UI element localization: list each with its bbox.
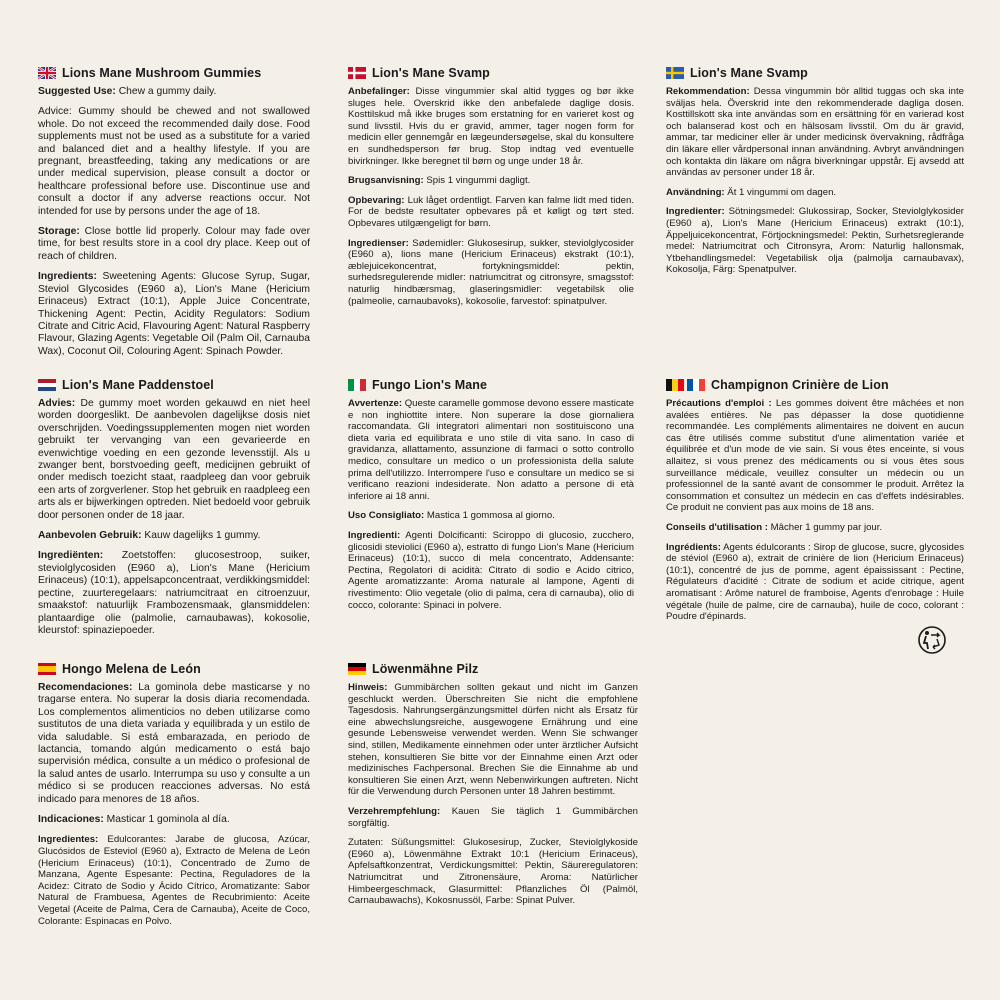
section-title: Lion's Mane Svamp — [690, 66, 808, 80]
section-header — [348, 378, 634, 392]
netherlands-flag-icon — [38, 379, 56, 391]
label: Uso Consigliato: — [348, 510, 425, 522]
text: Mâcher 1 gummy par jour. — [767, 521, 883, 533]
section-german — [348, 662, 638, 915]
uk-flag-icon — [38, 67, 56, 79]
label: Précautions d'emploi : — [666, 398, 772, 409]
text: Les gommes doivent être mâchées et non avalées entières. Ne pas dépasser la dose quotidienne recommandée. Les compléments alimentaires ne doivent en aucun cas être utilisés comme substitut d'une alimentation variée et équilibrée et d'un mode de vie sain. Si vous êtes enceinte, si vous allaitez, si vous prenez des médicaments ou si vous êtes sous surveillance médicale, veuillez consulter un médecin ou un professionnel de la santé avant de consommer le produit. Arrêtez la consommation et consultez un médecin en cas d'effets indésirables. Ce produit ne convient pas aux moins de 18 ans. — [666, 398, 964, 514]
section-header — [38, 378, 310, 392]
text: Queste caramelle gommose devono essere masticate e non inghiottite intere. Non superare la dose giornaliera raccomandata. Gli integratori alimentari non sostituiscono una dieta varia ed equilibrata e uno stile di vita sano. In caso di gravidanza, allattamento, assunzione di farmaci o sotto controllo medico, consultare un medico o un professionista della salute prima dell'utilizzo. Interrompere l'uso e consultare un medico se si verificano reazioni indesiderate. Non adatto a persone di età inferiore ai 18 anni. — [348, 398, 634, 502]
section-french — [666, 378, 964, 631]
text: Spis 1 vingummi dagligt. — [423, 175, 531, 187]
section-header — [348, 66, 634, 80]
section-header — [348, 662, 638, 676]
flags-group — [666, 379, 705, 391]
text: Zoetstoffen: glucosestroop, suiker, steviolglycosiden (E960 a), Lion's Mane (Hericium Erinaceus) (10:1), appelsapconcentraat, verdikkingsmiddel: pectine, zuurteregelaars: natriumcitraat en citroenzuur, smaakstof: natuurlijk Frambozensmaak, glansmiddelen: plantaardige olie (palmolie, carnaubawas), kokosolie, kleurstof: spinaziepoeder. — [38, 550, 310, 636]
label: Ingredienser: — [348, 237, 409, 249]
section-spanish — [38, 662, 310, 935]
label: Ingredients: — [38, 271, 97, 283]
triman-recycling-icon — [917, 625, 947, 655]
label: Rekommendation: — [666, 86, 750, 97]
label: Ingredienter: — [666, 206, 725, 218]
text: Ät 1 vingummi om dagen. — [724, 186, 837, 198]
label: Aanbevolen Gebruik: — [38, 530, 142, 542]
ingredients-text: Zutaten: Süßungsmittel: Glukosesirup, Zucker, Steviolglykoside (E960 a), Löwenmähne Extrakt 10:1 (Hericium Erinaceus), Apfelsaftkonzentrat, Verdickungsmittel: Pektin, Säureregulatoren: Natriumcitrat und Zitronensäure, Aroma: Natürlicher Himbeergeschmack, Glasurmittel: Pflanzliches Öl (Palmöl, Carnaubawachs), Kokosnussöl, Farbe: Spinat Pulver. — [348, 837, 638, 907]
text: Edulcorantes: Jarabe de glucosa, Azúcar, Glucósidos de Esteviol (E960 a), Extracto de Melena de León (Hericium Erinaceus) (10:1), Concentrado de Zumo de Manzana, Agente Espesante: Pectina, Reguladores de la Acidez: Citrato de Sodio y Ácido Cítrico, Aromatizante: Sabor Natural de Frambuesa, Agentes de Recubrimiento: Aceite Vegetal (Aceite de Palma, Cera de Carnauba), Aceite de Coco, Colorante: Espinacas en Polvo. — [38, 834, 310, 927]
section-title: Fungo Lion's Mane — [372, 378, 488, 392]
text: Gummibärchen sollten gekaut und nicht im Ganzen geschluckt werden. Überschreiten Sie nicht die empfohlene Tagesdosis. Nahrungsergänzungsmittel dürfen nicht als Ersatz für eine abwechslungsreiche, ausgewogene Ernährung und eine gesunde Lebensweise verwendet werden. Wenn Sie schwanger sind, stillen, Medikamente einnehmen oder unter ärztlicher Aufsicht stehen, konsultieren Sie bitte vor der Einnahme einen Arzt oder medizinisches Fachpersonal. Brechen Sie die Einnahme ab und konsultieren Sie einen Arzt, wenn Nebenwirkungen auftreten. Nicht für die Verwendung durch Personen unter 18 Jahren bestimmt. — [348, 682, 638, 798]
text: La gominola debe masticarse y no tragarse entera. No superar la dosis diaria recomendada. Los complementos alimenticios no deben utilizarse como sustitutos de una dieta variada y equilibrada y un estilo de vida saludable. Si está embarazada, en periodo de lactancia, tomando algún medicamento o está bajo supervisión médica, consulte a un médico o profesional de la salud antes de usarlo. Interrumpa su uso y consulte a un médico si se producen reacciones adversas. No está indicado para menores de 18 años. — [38, 682, 310, 805]
denmark-flag-icon — [348, 67, 366, 79]
label: Indicaciones: — [38, 814, 104, 826]
text: Kauw dagelijks 1 gummy. — [141, 530, 261, 542]
section-header — [666, 378, 964, 392]
label: Ingrédients: — [666, 541, 721, 553]
label: Storage: — [38, 226, 80, 238]
section-title: Lion's Mane Paddenstoel — [62, 378, 214, 392]
france-flag-icon — [687, 379, 705, 391]
section-title: Lion's Mane Svamp — [372, 66, 490, 80]
text: Masticar 1 gominola al día. — [103, 814, 230, 826]
label: Avvertenze: — [348, 398, 403, 409]
section-title: Lions Mane Mushroom Gummies — [62, 66, 262, 80]
spain-flag-icon — [38, 663, 56, 675]
text: Dessa vingummin bör alltid tuggas och ska inte sväljas hela. Överskrid inte den rekommenderade dagliga dosen. Kosttillskott ska inte användas som en ersättning för en varierad kost och balanserad kost och en hälsosam livsstil. Om du är gravid, ammar, tar mediciner eller är under medicinsk övervakning, rådfråga din läkare eller vårdpersonal innan användning. Avbryt användningen och kontakta din läkare om några biverkningar uppstår. Ej avsedd att användas av personer under 18 år. — [666, 86, 964, 179]
label: Ingredienti: — [348, 529, 401, 541]
text: Disse vingummier skal altid tygges og bør ikke sluges hele. Overskrid ikke den anbefalede daglige dosis. Kosttilskud må ikke bruges som erstatning for en varieret kost og sund livsstil. Hvis du er gravid, ammer, tager nogen form for medicin eller gennemgår en lægeundersøgelse, skal du konsultere en sundhedsperson før brug. Stop indtag ved eventuelle bivirkninger. Ikke beregnet til børn og unge under 18 år. — [348, 86, 634, 167]
label: Ingrediënten: — [38, 550, 104, 562]
section-danish — [348, 66, 634, 315]
label: Conseils d'utilisation : — [666, 521, 768, 533]
label: Suggested Use: — [38, 86, 116, 97]
text: Agents édulcorants : Sirop de glucose, sucre, glycosides de stéviol (E960 a), extrait de crinière de lion (Hericium Erinaceus) (10:1), concentré de jus de pomme, agent épaississant : Pectine, Régulateurs d'acidité : Citrate de sodium et acide citrique, agent aromatisant : Arôme naturel de framboise, Agents d'enrobage : Huile végétale (huile de palme, cire de carnauba), huile de coco, colorant : Poudre d'épinards. — [666, 541, 964, 623]
section-title: Hongo Melena de León — [62, 662, 201, 676]
text: Sødemidler: Glukosesirup, sukker, steviolglycosider (E960 a), lions mane (Hericium Erinaceus) ekstrakt (10:1), æblejuicekoncentrat, fortykningsmiddel: pektin, surhedsregulerende midler: natriumcitrat og citronsyre, smagsstof: naturlig hindbærsmag, glaseringsmidler: vegetabilsk olie (palmeolie, carnaubavoks), kokosolie, farvestof: spinatpulver. — [348, 237, 634, 307]
section-title: Champignon Crinière de Lion — [711, 378, 889, 392]
section-english — [38, 66, 310, 366]
label: Anbefalinger: — [348, 86, 410, 97]
label: Brugsanvisning: — [348, 175, 424, 187]
text: Chew a gummy daily. — [115, 86, 217, 97]
text: Sweetening Agents: Glucose Syrup, Sugar, Steviol Glycosides (E960 a), Lion's Mane (Hericium Erinaceus) Extract (10:1), Apple Juice Concentrate, Thickening Agent: Pectin, Acidity Regulators: Sodium Citrate and Citric Acid, Flavouring Agent: Natural Raspberry Flavour, Glazing Agents: Vegetable Oil (Palm Oil, Carnauba Wax), Coconut Oil, Colouring Agent: Spinach Powder. — [38, 271, 310, 357]
section-italian — [348, 378, 634, 619]
label: Hinweis: — [348, 682, 388, 693]
section-swedish — [666, 66, 964, 284]
text: Sötningsmedel: Glukossirap, Socker, Steviolglykosider (E960 a), Lion's Mane (Hericium Erinaceus) extrakt (10:1), Äppeljuicekoncentrat, Förtjockningsmedel: Pektin, Surhetsreglerande medel: Natriumcitrat och Citronsyra, Arom: Naturlig hallonsmak, Ytbehandlingsmedel: Vegetabilisk olja (palmolja carnaubavax), Kokosolja, Färg: Spenatpulver. — [666, 206, 964, 276]
text: Close bottle lid properly. Colour may fade over time, for best results store in a cool dry place. Keep out of reach of children. — [38, 226, 310, 262]
section-header — [38, 662, 310, 676]
text: Kauen Sie täglich 1 Gummibärchen sorgfältig. — [348, 805, 638, 829]
italy-flag-icon — [348, 379, 366, 391]
section-header — [38, 66, 310, 80]
advice-text: Advice: Gummy should be chewed and not swallowed whole. Do not exceed the recommended daily dose. Food supplements must not be used as a substitute for a varied and balanced diet and a healthy lifestyle. If you are pregnant, breastfeeding, taking any medications or are under medical supervision, please consult a doctor or healthcare professional before use. Discontinue use and consult a doctor if any adverse reactions occur. Not intended for use by persons under the age of 18. — [38, 106, 310, 217]
section-dutch — [38, 378, 310, 645]
text: Mastica 1 gommosa al giorno. — [424, 510, 555, 522]
sweden-flag-icon — [666, 67, 684, 79]
label: Opbevaring: — [348, 194, 405, 206]
section-header — [666, 66, 964, 80]
text: Luk låget ordentligt. Farven kan falme lidt med tiden. For de bedste resultater opbevares på et køligt og tørt sted. Opbevares utilgængeligt for børn. — [348, 194, 634, 229]
text: De gummy moet worden gekauwd en niet heel worden doorgeslikt. De aanbevolen dagelijkse dosis niet overschrijden. Voedingssupplementen mogen niet worden gebruikt ter vervanging van een gevarieerde en evenwichtige voeding en een gezonde levensstijl. Als u zwanger bent, borstvoeding geeft, medicijnen gebruikt of onder medisch toezicht staat, raadpleeg dan voor gebruik een arts of zorgverlener. Stop het gebruik en raadpleeg een arts als er bijwerkingen optreden. Niet bedoeld voor gebruik door personen onder de 18 jaar. — [38, 398, 310, 521]
label: Användning: — [666, 186, 725, 198]
label: Ingredientes: — [38, 834, 99, 846]
section-title: Löwenmähne Pilz — [372, 662, 479, 676]
label: Advies: — [38, 398, 76, 409]
germany-flag-icon — [348, 663, 366, 675]
label: Recomendaciones: — [38, 682, 133, 693]
text: Agenti Dolcificanti: Sciroppo di glucosio, zucchero, glicosidi steviolici (E960 a), estratto di fungo Lion's Mane (Hericium Erinaceus) (10:1), succo di mela concentrato, Addensante: Pectina, Regolatori di acidità: Citrato di sodio e Acido citrico, Agente aromatizzante: Aroma naturale al lampone, Agenti di rivestimento: Olio vegetale (olio di palma, cera di carnauba), olio di cocco, colorante: Spinaci in polvere. — [348, 529, 634, 611]
label: Verzehrempfehlung: — [348, 805, 441, 817]
belgium-flag-icon — [666, 379, 684, 391]
